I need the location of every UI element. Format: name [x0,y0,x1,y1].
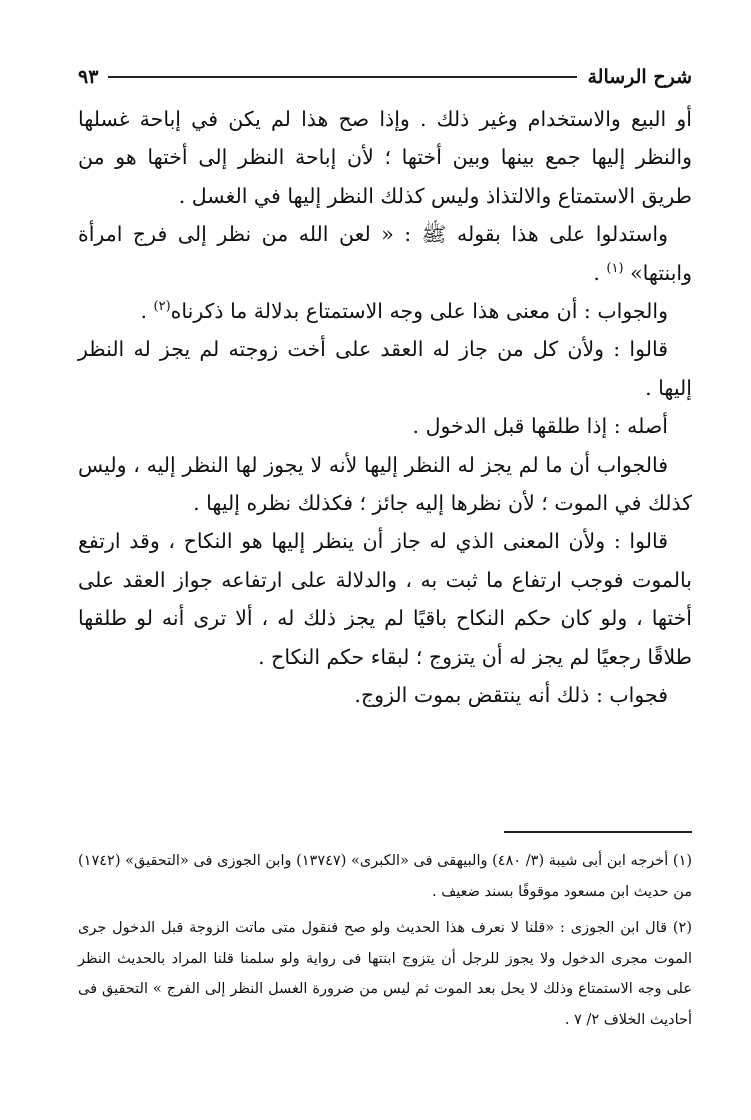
paragraph-2-end: . [593,260,607,285]
header-title: شرح الرسالة [587,66,692,88]
paragraph-6: فالجواب أن ما لم يجز له النظر إليها لأنه لا يجوز لها النظر إليه ، وليس كذلك في الموت ؛ لأن نظرها إليه جائز ؛ فكذلك نظره إليها . [78,452,692,516]
paragraph-4: قالوا : ولأن كل من جاز له العقد على أخت زوجته لم يجز له النظر إليها . [78,337,692,400]
main-text [78,100,692,715]
paragraph-8: فجواب : ذلك أنه ينتقض بموت الزوج. [354,683,668,708]
paragraph-2 [78,215,692,292]
footnote-separator [504,831,692,833]
footnote-ref-2: (٢) [153,299,171,315]
header-rule [108,76,577,78]
paragraph-3 [78,292,692,330]
footnotes [78,846,692,1035]
footnote-1: (١) أخرجه ابن أبى شيبة (٣/ ٤٨٠) والبيهقى فى «الكبرى» (١٣٧٤٧) وابن الجوزى فى «التحقيق» (١٧٤٢) من حديث ابن مسعود موقوفًا بسند ضعيف . [78,853,693,900]
paragraph-7: قالوا : ولأن المعنى الذي له جاز أن ينظر إليها هو النكاح ، وقد ارتفع بالموت فوجب ارتفاع ما ثبت به ، والدلالة على ارتفاعه جواز العقد على أختها ، ولو كان حكم النكاح باقيًا لم يجز ذلك له ، ألا ترى أنه لو طلقها طلاقًا رجعيًا لم يجز له أن يتزوج ؛ لبقاء حكم النكاح . [78,529,692,669]
paragraph-2-text: واستدلوا على هذا بقوله ﷺ : « لعن الله من نظر إلى فرج امرأة وابنتها» [78,222,692,285]
running-header [78,62,692,92]
paragraph-1: أو البيع والاستخدام وغير ذلك . وإذا صح هذا لم يكن في إباحة غسلها والنظر إليها جمع بينها وبين أختها ؛ لأن إباحة النظر إلى أختها هو من طريق الاستمتاع والالتذاذ وليس كذلك النظر إليها في الغسل . [78,107,692,208]
footnote-2: (٢) قال ابن الجوزى : «قلنا لا نعرف هذا الحديث ولو صح فنقول متى ماتت الزوجة قبل الدخول جرى الموت مجرى الدخول ولا يجوز للرجل أن يتزوج ابنتها فى رواية ولو سلمنا قلنا المراد بالحديث النظر على وجه الاستمتاع وذلك لا يحل بعد الموت ثم ليس من ضرورة الغسل النظر إلى الفرج » التحقيق فى أحاديث الخلاف ٢/ ٧ . [78,920,692,1028]
book-page [78,56,692,1096]
paragraph-3-end: . [140,299,154,324]
paragraph-5: أصله : إذا طلقها قبل الدخول . [412,414,668,439]
footnote-ref-1: (١) [606,260,624,276]
page-number: ٩٣ [78,66,99,88]
paragraph-3-text: والجواب : أن معنى هذا على وجه الاستمتاع بدلالة ما ذكرناه [170,299,668,324]
